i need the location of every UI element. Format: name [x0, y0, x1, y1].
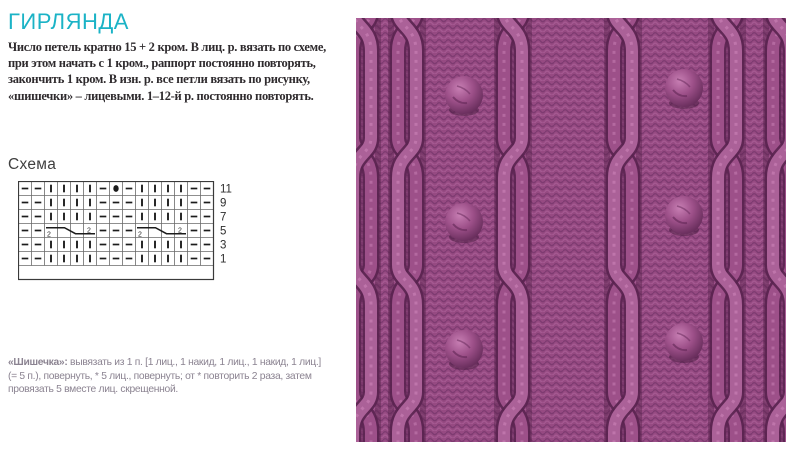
cable-count-label: 2 — [87, 227, 91, 235]
cable-count-label: 2 — [138, 231, 142, 239]
chart-row-number: 11 — [220, 183, 232, 196]
footnote-text: вывязать из 1 п. [1 лиц., 1 накид, 1 лиц., 1 накид, 1 лиц.] — [67, 357, 321, 368]
knitting-chart — [18, 181, 232, 283]
swatch-photo-svg — [356, 18, 786, 442]
chart-row-number: 9 — [220, 197, 227, 210]
bobble — [445, 330, 483, 370]
chart-row-number: 5 — [220, 225, 227, 238]
instructions-line: при этом начать с 1 кром., раппорт постоянно повторять, — [8, 56, 316, 71]
bobble — [665, 196, 703, 236]
footnote-term: «Шишечка»: — [8, 357, 68, 368]
chart-row-number: 3 — [220, 239, 227, 252]
chart-row-number: 7 — [220, 211, 227, 224]
bobble — [445, 76, 483, 116]
chart-row-number: 1 — [220, 253, 227, 266]
instructions-line: закончить 1 кром. В изн. р. все петли вязать по рисунку, — [8, 72, 310, 87]
footnote-line: провязать 5 вместе лиц. скрещенной. — [8, 384, 178, 396]
cable-column — [766, 18, 786, 442]
cable-count-label: 2 — [178, 227, 182, 235]
instructions-paragraph — [8, 39, 360, 104]
bobble — [665, 69, 703, 109]
knitting-chart-svg — [18, 181, 232, 283]
instructions-line: Число петель кратно 15 + 2 кром. В лиц. р. вязать по схеме, — [8, 40, 326, 54]
cable-column — [356, 18, 378, 442]
footnote — [8, 356, 360, 397]
bobble — [445, 203, 483, 243]
swatch-photo — [356, 18, 786, 442]
footnote-line: (= 5 п.), повернуть, * 5 лиц., повернуть; от * повторить 2 раза, затем — [8, 370, 312, 382]
bobble — [665, 323, 703, 363]
instructions-line: «шишечки» – лицевыми. 1–12-й р. постоянно повторять. — [8, 88, 314, 103]
schema-label: Схема — [8, 156, 57, 173]
cable-count-label: 2 — [47, 231, 51, 239]
footnote-line — [8, 356, 360, 370]
chart-grid — [19, 182, 214, 266]
page-title: ГИРЛЯНДА — [8, 9, 129, 34]
bobble-dot-symbol — [113, 185, 118, 192]
